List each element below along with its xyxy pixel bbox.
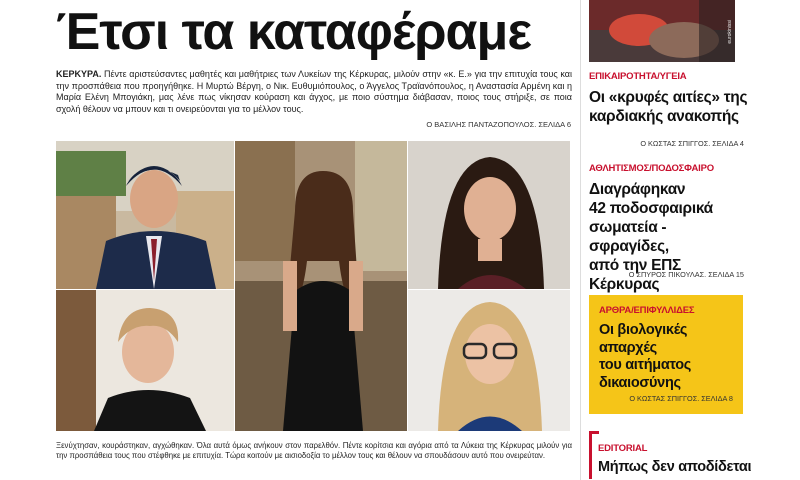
story2-title-line2: 42 ποδοσφαιρικά bbox=[589, 200, 713, 217]
photo-student-2 bbox=[235, 141, 407, 431]
story3-title-line2: του αιτήματος bbox=[599, 357, 692, 373]
story2-credit: Ο ΣΠΥΡΟΣ ΠΙΚΟΥΛΑΣ. ΣΕΛΙΔΑ 15 bbox=[628, 270, 744, 279]
story3-title bbox=[599, 322, 741, 392]
photo-collage[interactable] bbox=[56, 141, 570, 431]
story1-kicker: ΕΠΙΚΑΙΡΟΤΗΤΑ/ΥΓΕΙΑ bbox=[589, 71, 687, 82]
column-divider bbox=[580, 0, 581, 480]
story3-title-line1: Οι βιολογικές απαρχές bbox=[599, 322, 688, 356]
photo-student-3 bbox=[408, 141, 570, 289]
story2-title-line4: από την ΕΠΣ Κέρκυρας bbox=[589, 257, 682, 293]
photo-credit: eurokinissi bbox=[727, 20, 733, 44]
lead-paragraph bbox=[56, 69, 572, 115]
story2-title-line3: σωματεία - σφραγίδες, bbox=[589, 219, 669, 255]
editorial-kicker: EDITORIAL bbox=[598, 443, 648, 454]
story1-title-line1: Οι «κρυφές αιτίες» της bbox=[589, 89, 748, 106]
story1-credit: Ο ΚΩΣΤΑΣ ΣΠΙΓΓΟΣ. ΣΕΛΙΔΑ 4 bbox=[640, 139, 744, 148]
main-headline[interactable]: Έτσι τα καταφέραμε bbox=[56, 3, 532, 61]
photo-student-4 bbox=[56, 290, 234, 431]
photo-student-5 bbox=[408, 290, 570, 431]
byline: Ο ΒΑΣΙΛΗΣ ΠΑΝΤΑΖΟΠΟΥΛΟΣ. ΣΕΛΙΔΑ 6 bbox=[426, 120, 571, 129]
editorial-accent-bar bbox=[589, 431, 592, 479]
story3-kicker: ΑΡΘΡΑ/ΕΠΙΦΥΛΛΙΔΕΣ bbox=[599, 305, 695, 316]
photo-student-1 bbox=[56, 141, 234, 289]
story2-title-line1: Διαγράφηκαν bbox=[589, 181, 686, 198]
photo-caption: Ξενύχτησαν, κουράστηκαν, αγχώθηκαν. Όλα αυτά όμως ανήκουν στον παρελθόν. Πέντε κορίτσια και αγόρια από τα Λύκεια της Κέρκυρας μιλούν για την προσπάθεια τους που στέφθηκε με επιτυχία. Τώρα κοιτούν με αισιοδοξία το μέλλον τους και θέλουν να σπουδάσουν αυτό που ονειρεύταν. bbox=[56, 441, 572, 460]
editorial-accent-line bbox=[589, 431, 599, 434]
sidebar-top-photo[interactable] bbox=[589, 0, 735, 62]
story3-credit: Ο ΚΩΣΤΑΣ ΣΠΙΓΓΟΣ. ΣΕΛΙΔΑ 8 bbox=[629, 394, 733, 403]
story1-title[interactable] bbox=[589, 88, 749, 126]
editorial-title[interactable]: Μήπως δεν αποδίδεται bbox=[598, 459, 752, 475]
story1-title-line2: καρδιακής ανακοπής bbox=[589, 108, 739, 125]
lead-text: Πέντε αριστεύσαντες μαθητές και μαθήτριες των Λυκείων της Κέρκυρας, μιλούν στην «κ. Ε.» για την επιτυχία τους και την προσπάθεια που προηγήθηκε. Η Μυρτώ Βέργη, ο Νικ. Ευθυμιόπουλος, ο Άγγελος Τραϊανόπουλος, η Αναστασία Αρμένη και η Μαρία Ελένη Μπογιάκη, μας λένε πως νίκησαν κούραση και άγχος, με ποιο σύστημα διάβασαν, ποιος τους στήριξε, σε ποια σχολή θέλουν να μπουν και τι ονειρεύονται για το μέλλον τους. bbox=[56, 69, 572, 114]
story3-title-line3: δικαιοσύνης bbox=[599, 374, 681, 391]
opinion-box[interactable] bbox=[589, 295, 743, 414]
lead-dateline: ΚΕΡΚΥΡΑ. bbox=[56, 69, 102, 79]
story2-kicker: ΑΘΛΗΤΙΣΜΟΣ/ΠΟΔΟΣΦΑΙΡΟ bbox=[589, 163, 714, 174]
